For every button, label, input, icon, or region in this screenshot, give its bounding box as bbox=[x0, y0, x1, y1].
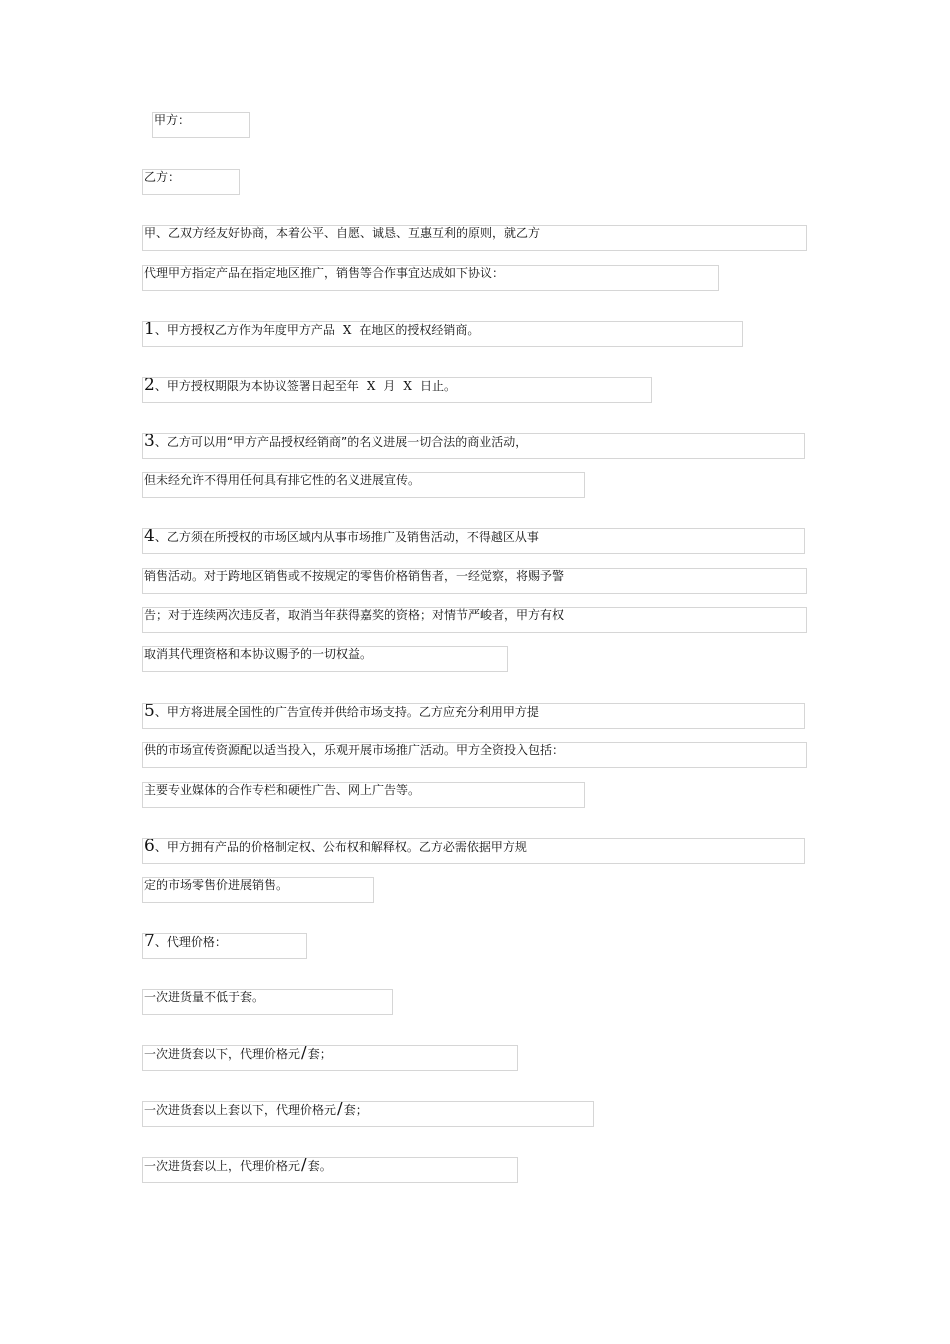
party-b-label: 乙方： bbox=[144, 170, 181, 184]
preamble-line-2: 代理甲方指定产品在指定地区推广，销售等合作事宜达成如下协议： bbox=[142, 265, 719, 291]
pricing-line-2: 一次进货套以下，代理价格元/套； bbox=[142, 1045, 518, 1071]
clause-6-line-2: 定的市场零售价进展销售。 bbox=[142, 877, 374, 903]
clause-5-line-3: 主要专业媒体的合作专栏和硬性广告、网上广告等。 bbox=[142, 782, 585, 808]
clause-2: 2、甲方授权期限为本协议签署日起至年 X 月 X 日止。 bbox=[142, 377, 652, 403]
clause-3-line-2: 但未经允许不得用任何具有排它性的名义进展宣传。 bbox=[142, 472, 585, 498]
clause-2-number: 2 bbox=[144, 377, 155, 395]
preamble-line-1: 甲、乙双方经友好协商，本着公平、自愿、诚恳、互惠互利的原则，就乙方 bbox=[142, 225, 807, 251]
clause-5-line-1: 5、甲方将进展全国性的广告宣传并供给市场支持。乙方应充分利用甲方提 bbox=[142, 703, 805, 729]
clause-4-line-2: 销售活动。对于跨地区销售或不按规定的零售价格销售者，一经觉察，将赐予警 bbox=[142, 568, 807, 594]
placeholder-x: X bbox=[342, 323, 352, 337]
slash-glyph: / bbox=[337, 1101, 343, 1119]
placeholder-x: X bbox=[366, 379, 376, 393]
party-a-label: 甲方： bbox=[154, 113, 191, 127]
slash-glyph: / bbox=[301, 1157, 307, 1175]
clause-7-title: 7、代理价格： bbox=[142, 933, 307, 959]
party-b-line bbox=[142, 169, 240, 195]
party-a-line bbox=[152, 112, 250, 138]
clause-1: 1、甲方授权乙方作为年度甲方产品 X 在地区的授权经销商。 bbox=[142, 321, 743, 347]
pricing-line-4: 一次进货套以上，代理价格元/套。 bbox=[142, 1157, 518, 1183]
clause-5-number: 5 bbox=[144, 703, 155, 721]
clause-4-number: 4 bbox=[144, 528, 155, 546]
pricing-line-3: 一次进货套以上套以下，代理价格元/套； bbox=[142, 1101, 594, 1127]
clause-4-line-3: 告；对于连续两次违反者，取消当年获得嘉奖的资格；对情节严峻者，甲方有权 bbox=[142, 607, 807, 633]
clause-6-number: 6 bbox=[144, 838, 155, 856]
clause-1-number: 1 bbox=[144, 321, 155, 339]
clause-4-line-4: 取消其代理资格和本协议赐予的一切权益。 bbox=[142, 646, 508, 672]
slash-glyph: / bbox=[301, 1045, 307, 1063]
clause-3-number: 3 bbox=[144, 433, 155, 451]
clause-5-line-2: 供的市场宣传资源配以适当投入，乐观开展市场推广活动。甲方全资投入包括： bbox=[142, 742, 807, 768]
clause-4-line-1: 4、乙方须在所授权的市场区域内从事市场推广及销售活动，不得越区从事 bbox=[142, 528, 805, 554]
pricing-line-1: 一次进货量不低于套。 bbox=[142, 989, 393, 1015]
clause-7-number: 7 bbox=[144, 933, 155, 951]
clause-3-line-1: 3、乙方可以用“甲方产品授权经销商”的名义进展一切合法的商业活动， bbox=[142, 433, 805, 459]
placeholder-x: X bbox=[403, 379, 412, 393]
clause-6-line-1: 6、甲方拥有产品的价格制定权、公布权和解释权。乙方必需依据甲方规 bbox=[142, 838, 805, 864]
